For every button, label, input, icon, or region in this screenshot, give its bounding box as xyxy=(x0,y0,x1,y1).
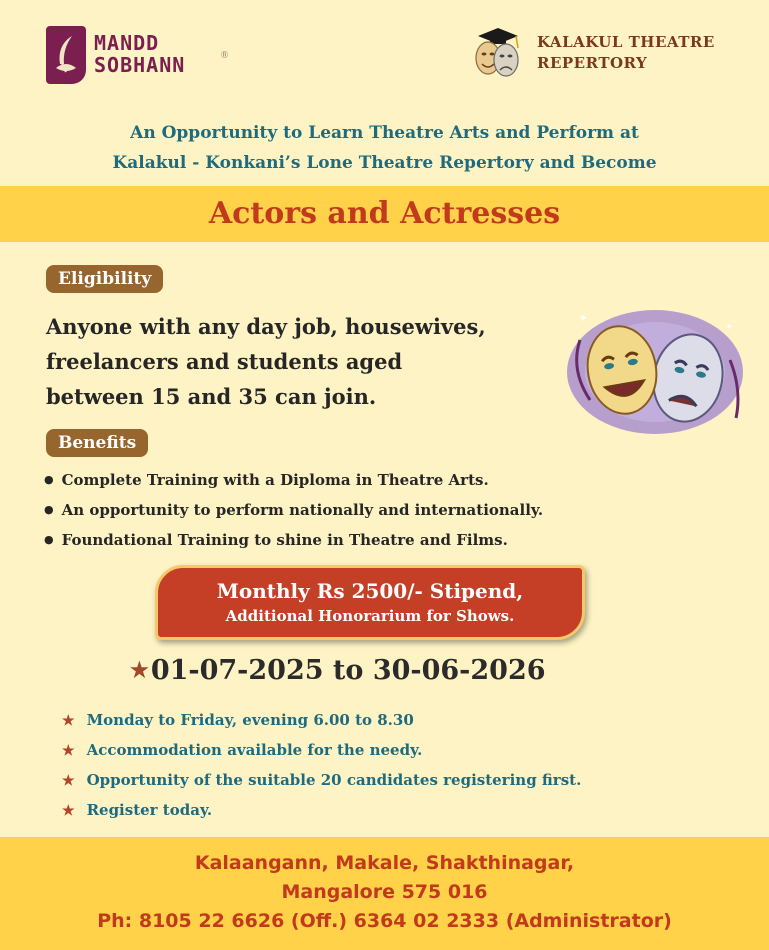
detail-text: Accommodation available for the needy. xyxy=(86,741,423,759)
address-line1: Kalaangann, Makale, Shakthinagar, xyxy=(194,852,575,874)
stipend-honorarium: Additional Honorarium for Shows. xyxy=(225,607,515,625)
detail-text: Register today. xyxy=(86,801,213,819)
svg-text:✦: ✦ xyxy=(725,322,734,333)
star-bullet-icon: ★ xyxy=(62,743,75,759)
kalakul-logo xyxy=(468,26,748,86)
eligibility-line: Anyone with any day job, housewives, xyxy=(46,314,486,339)
list-item: ● An opportunity to perform nationally and internationally. xyxy=(44,496,744,526)
eligibility-text xyxy=(46,309,566,414)
eligibility-label: Eligibility xyxy=(46,265,163,293)
intro-line2: Kalakul - Konkani’s Lone Theatre Repertory and Become xyxy=(112,153,657,173)
address-line2: Mangalore 575 016 xyxy=(281,881,488,903)
stipend-amount: Monthly Rs 2500/- Stipend, xyxy=(216,579,524,603)
page-title: Actors and Actresses xyxy=(208,196,561,231)
star-bullet-icon: ★ xyxy=(130,657,149,682)
list-item: ● Complete Training with a Diploma in Theatre Arts. xyxy=(44,466,744,496)
intro-text xyxy=(0,118,769,178)
list-item: ● Foundational Training to shine in Theatre and Films. xyxy=(44,526,744,556)
registered-mark: Ⓡ xyxy=(221,51,228,59)
course-dates xyxy=(130,655,546,686)
svg-text:✦: ✦ xyxy=(578,311,589,325)
list-item xyxy=(62,796,762,826)
brand-name-line1: MANDD xyxy=(94,31,160,55)
title-band xyxy=(0,186,769,242)
phone-numbers: Ph: 8105 22 6626 (Off.) 6364 02 2333 (Administrator) xyxy=(97,910,672,932)
brand-name-line2: SOBHANN xyxy=(94,53,186,77)
mortarboard-masks-icon xyxy=(468,26,528,78)
kalakul-name-line2: REPERTORY xyxy=(537,54,648,72)
quill-pen-icon xyxy=(46,26,86,84)
eligibility-line: freelancers and students aged xyxy=(46,349,403,374)
eligibility-line: between 15 and 35 can join. xyxy=(46,384,377,409)
footer-address xyxy=(0,837,769,950)
list-item xyxy=(62,766,762,796)
kalakul-name xyxy=(537,32,715,74)
star-bullet-icon: ★ xyxy=(62,803,75,819)
stipend-box xyxy=(155,565,585,640)
star-bullet-icon: ★ xyxy=(62,773,75,789)
detail-text: Monday to Friday, evening 6.00 to 8.30 xyxy=(86,711,414,729)
list-item xyxy=(62,706,762,736)
benefits-list xyxy=(44,466,744,556)
kalakul-name-line1: KALAKUL THEATRE xyxy=(537,33,715,51)
mandd-sobhann-logo xyxy=(46,24,246,88)
theatre-masks-icon xyxy=(560,300,750,450)
list-item xyxy=(62,736,762,766)
detail-text: Opportunity of the suitable 20 candidates registering first. xyxy=(86,771,582,789)
date-range: 01-07-2025 to 30-06-2026 xyxy=(150,655,546,686)
benefits-label: Benefits xyxy=(46,429,148,457)
intro-line1: An Opportunity to Learn Theatre Arts and Perform at xyxy=(130,123,639,143)
brand-name xyxy=(94,32,185,76)
star-bullet-icon: ★ xyxy=(62,713,75,729)
details-list xyxy=(62,706,762,826)
